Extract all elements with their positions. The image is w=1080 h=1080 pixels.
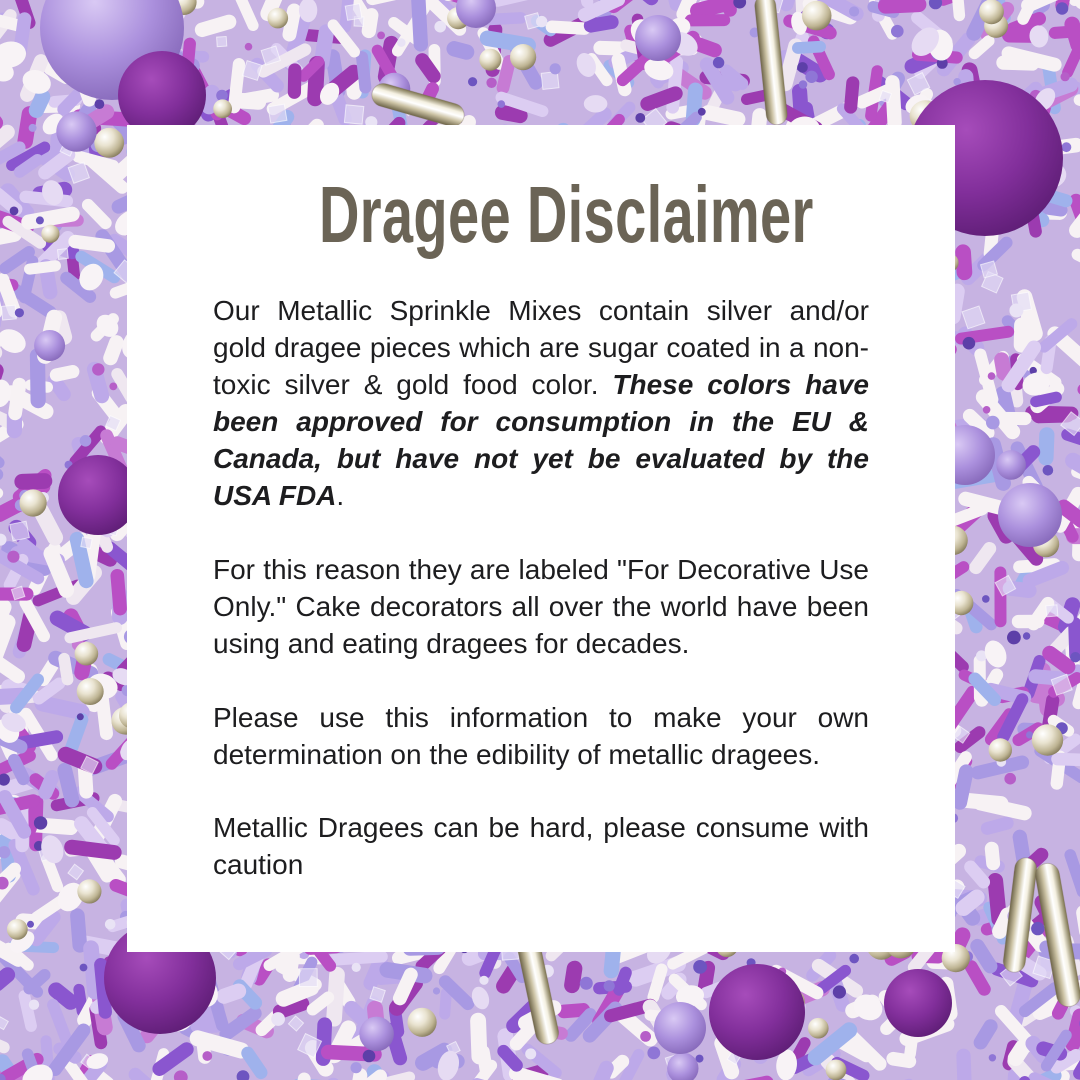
disclaimer-paragraph-1 — [213, 293, 869, 515]
disclaimer-paragraph-2: For this reason they are labeled "For Decorative Use Only." Cake decorators all over the world have been using and eating dragees for decades. — [213, 553, 869, 659]
disclaimer-title-text: Dragee Disclaimer — [319, 170, 814, 259]
paragraph-1-end-punctuation: . — [336, 479, 345, 511]
disclaimer-paragraph-4: Metallic Dragees can be hard, please consume with caution — [213, 812, 869, 881]
paragraph-1-normal-text: Our Metallic Sprinkle Mixes contain silver and/or gold dragee pieces which are sugar coated in a non-toxic silver & gold food color. — [213, 295, 869, 400]
disclaimer-paragraph-3: Please use this information to make your own determination on the edibility of metallic dragees. — [213, 701, 869, 770]
disclaimer-card — [127, 125, 955, 952]
disclaimer-title — [213, 169, 869, 261]
paragraph-1-bold-italic-text: These colors have been approved for consumption in the EU & Canada, but have not yet be evaluated by the USA FDA — [213, 368, 869, 511]
